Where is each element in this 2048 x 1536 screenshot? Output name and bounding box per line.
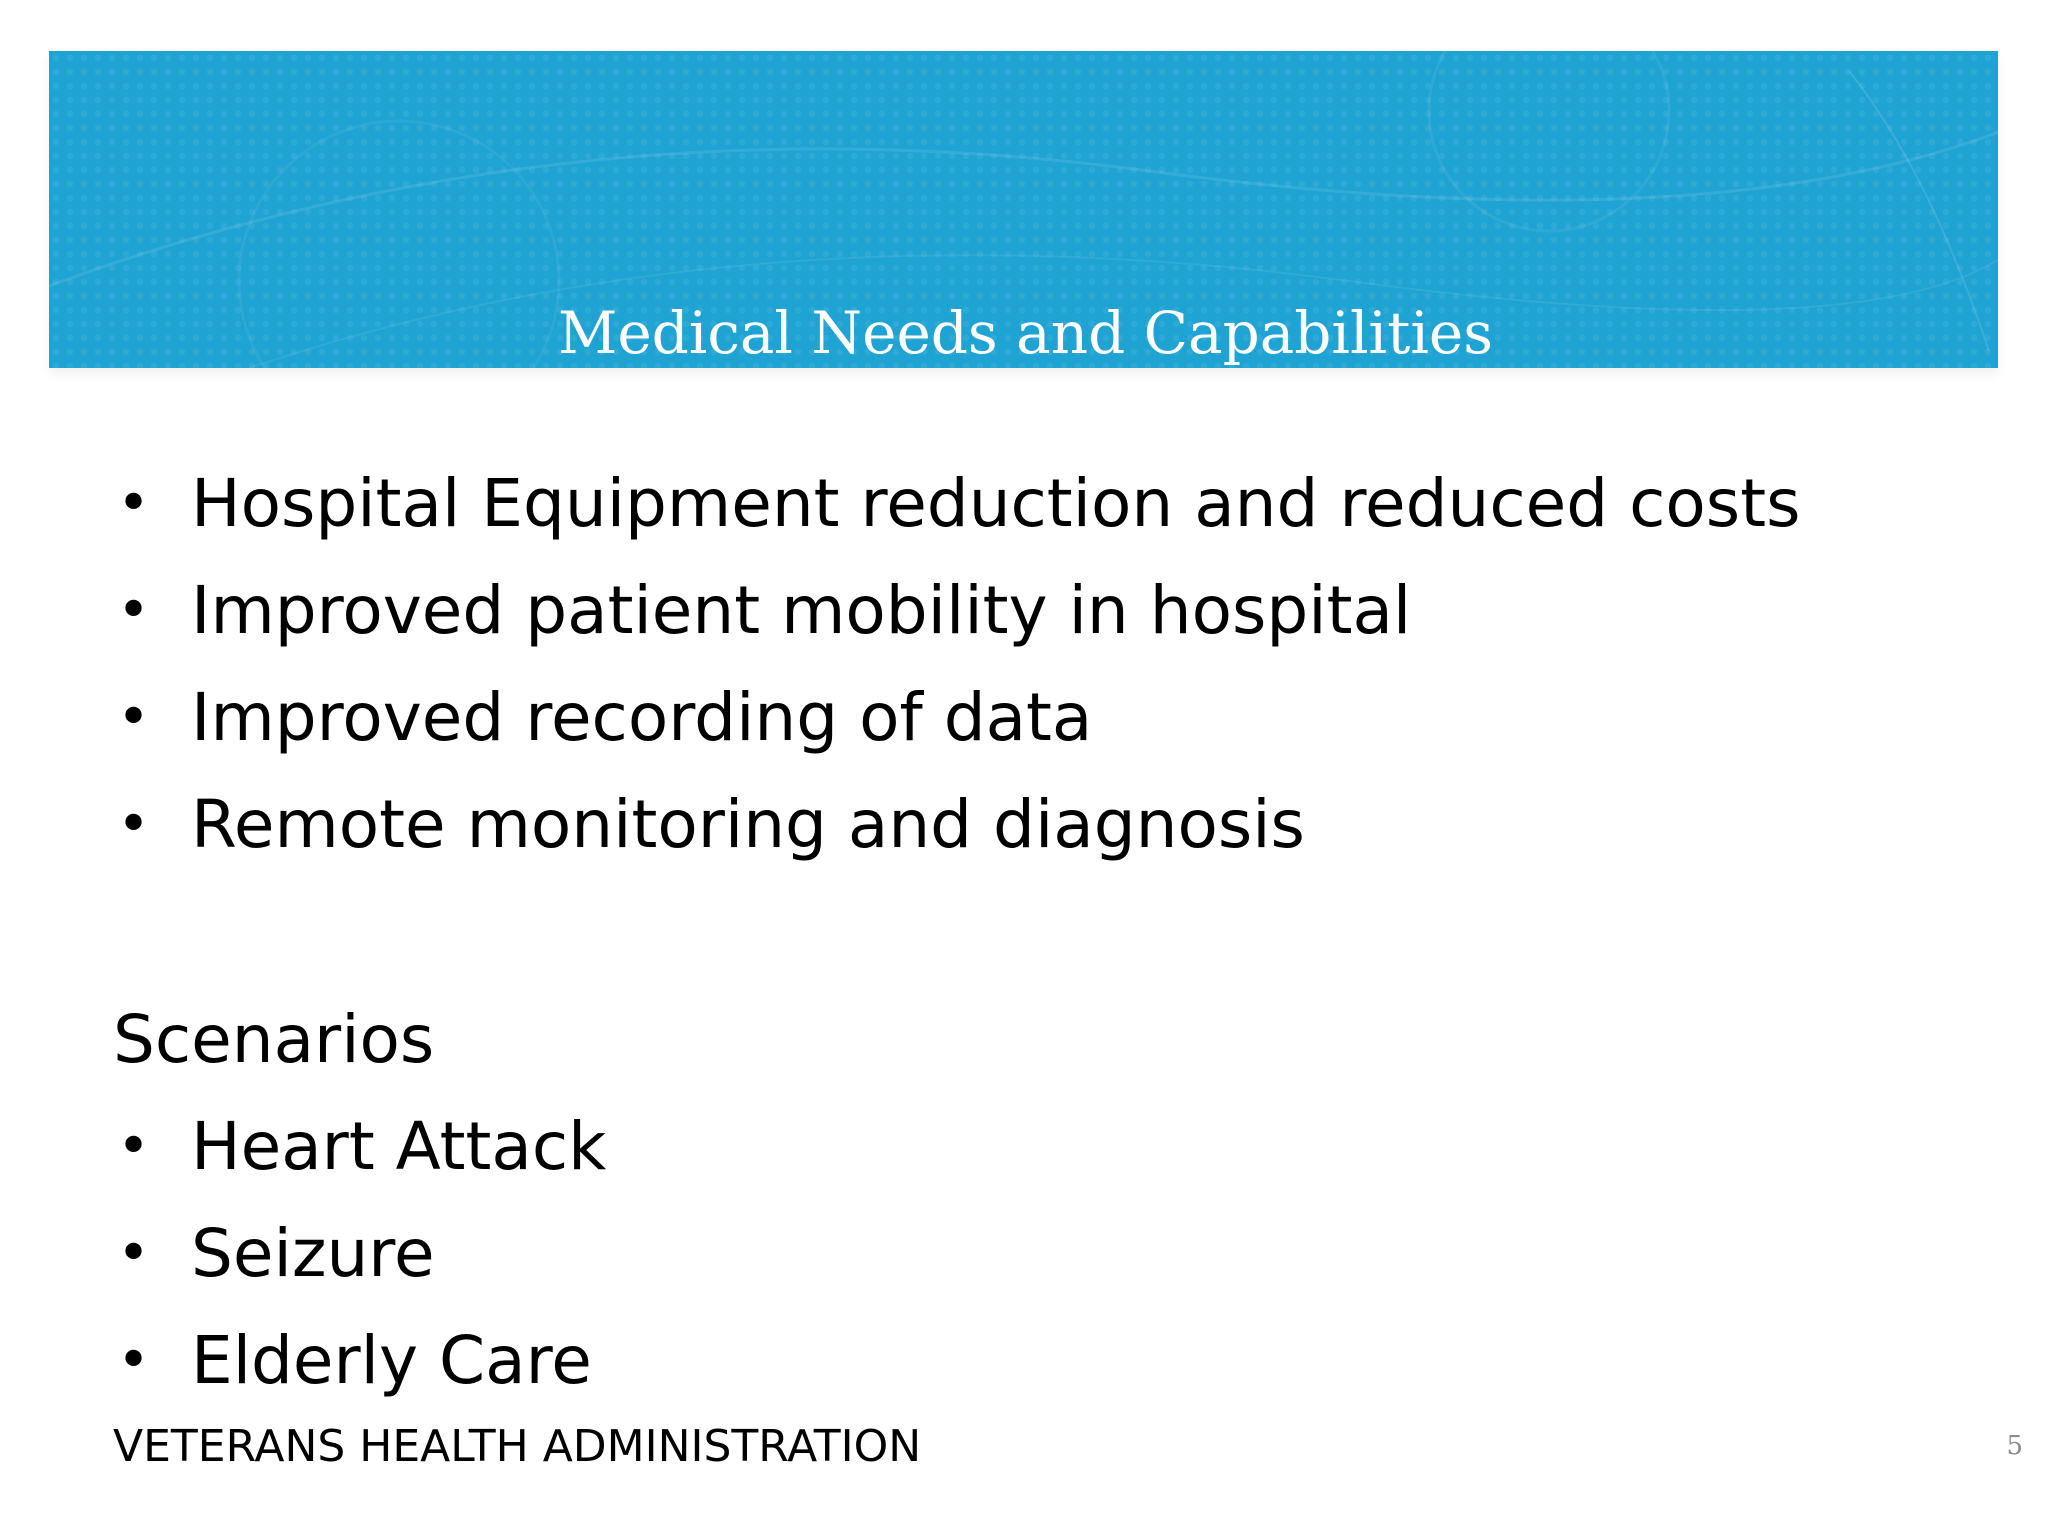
bullet-text: Remote monitoring and diagnosis <box>191 786 1305 863</box>
bullet-icon: • <box>117 792 151 857</box>
bullet-icon: • <box>117 1114 151 1179</box>
scenarios-bullet-list <box>113 1093 1913 1414</box>
scenario-text: Seizure <box>191 1215 435 1292</box>
scenarios-heading: Scenarios <box>113 1001 435 1078</box>
scenario-item <box>113 1093 1913 1200</box>
bullet-text: Hospital Equipment reduction and reduced costs <box>191 465 1801 542</box>
bullet-text: Improved recording of data <box>191 679 1093 756</box>
scenario-text: Elderly Care <box>191 1322 592 1399</box>
bullet-item <box>113 450 1913 557</box>
bullet-icon: • <box>117 578 151 643</box>
slide-title: Medical Needs and Capabilities <box>557 299 1494 367</box>
scenario-item <box>113 1307 1913 1414</box>
bullet-icon: • <box>117 471 151 536</box>
title-banner <box>49 51 1998 368</box>
bullet-icon: • <box>117 1328 151 1393</box>
spacer <box>113 878 1913 986</box>
bullet-icon: • <box>117 685 151 750</box>
bullet-item <box>113 664 1913 771</box>
slide-body <box>113 450 1913 1414</box>
main-bullet-list <box>113 450 1913 878</box>
page-number: 5 <box>2006 1431 2023 1461</box>
scenario-item <box>113 1200 1913 1307</box>
bullet-icon: • <box>117 1221 151 1286</box>
scenario-text: Heart Attack <box>191 1108 607 1185</box>
bullet-item <box>113 557 1913 664</box>
bullet-item <box>113 771 1913 878</box>
footer-organization: VETERANS HEALTH ADMINISTRATION <box>113 1421 922 1472</box>
bullet-text: Improved patient mobility in hospital <box>191 572 1412 649</box>
